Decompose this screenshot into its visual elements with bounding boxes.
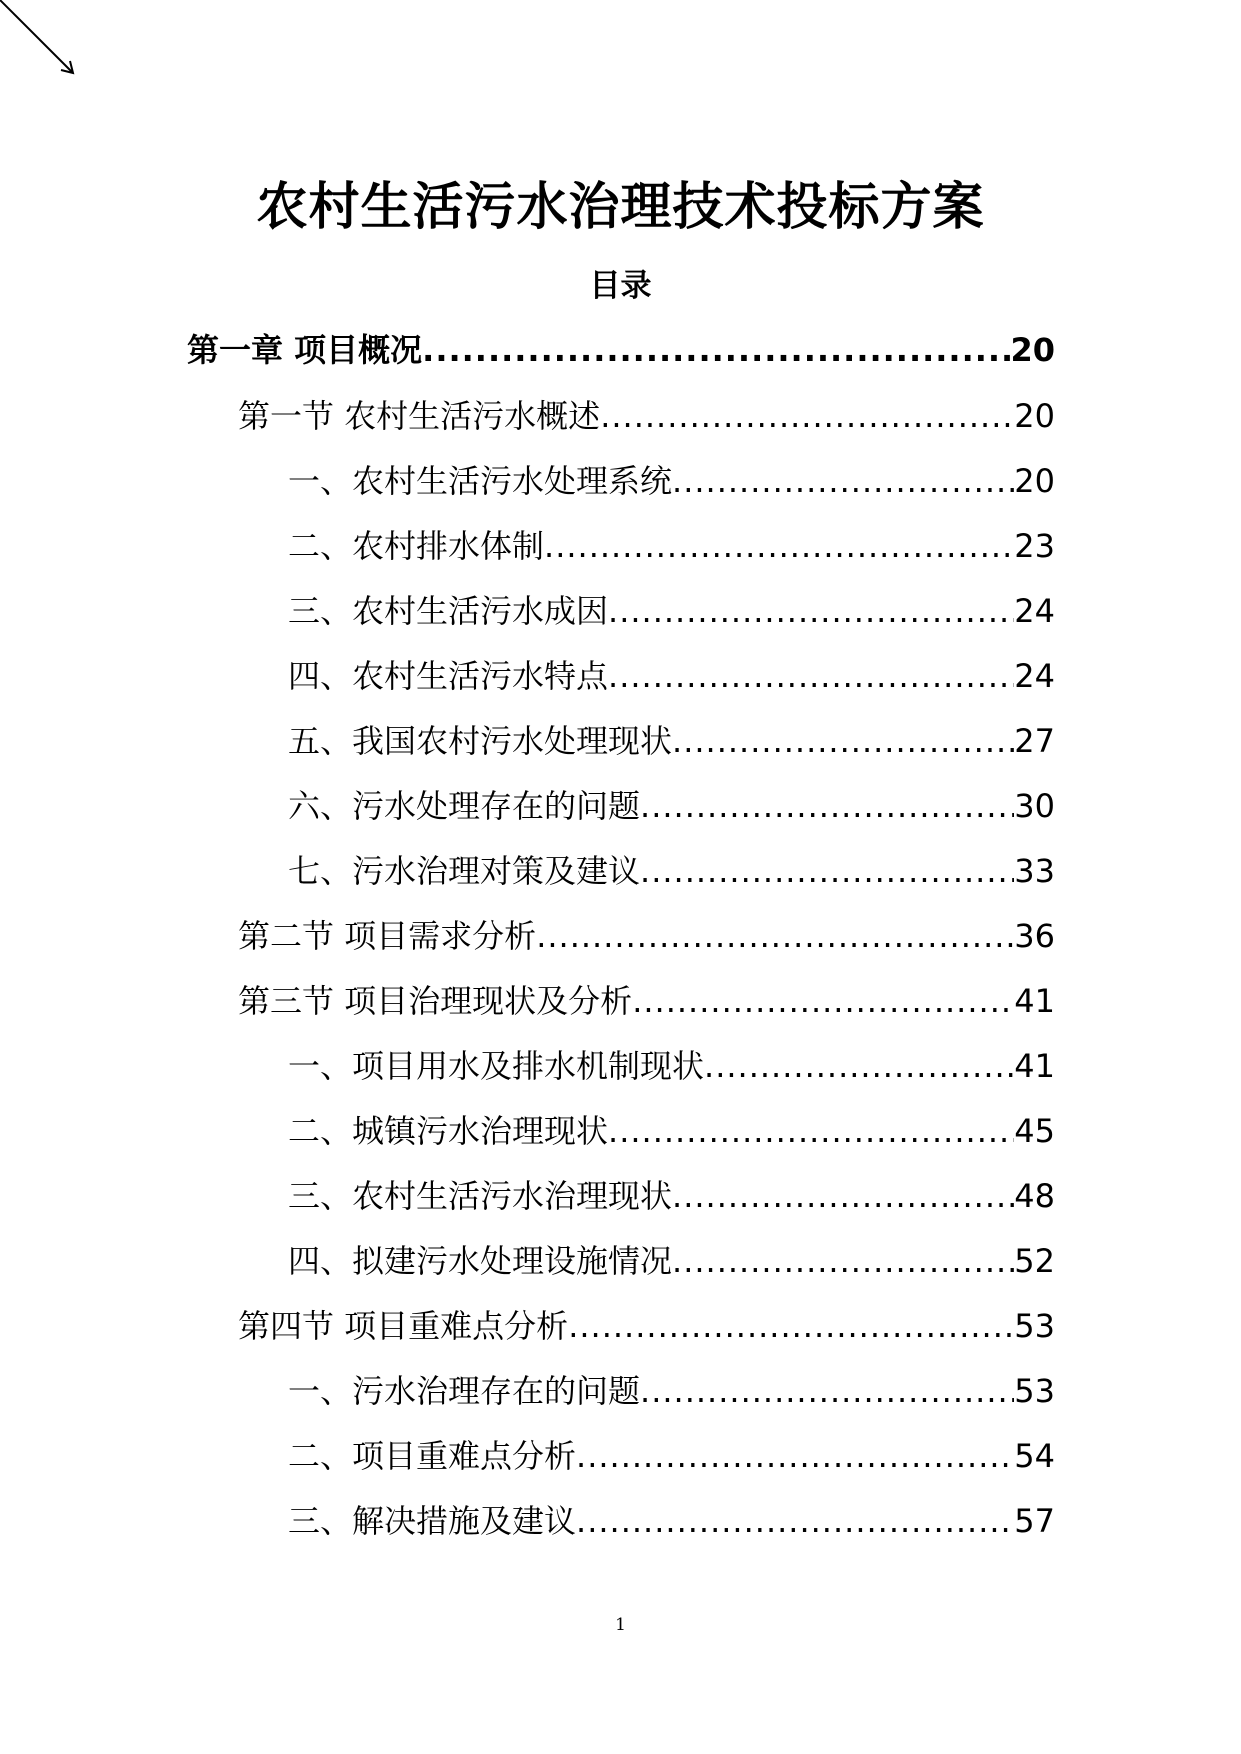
toc-entry-title: 第三节 项目治理现状及分析 [238, 982, 633, 1020]
toc-dot-leader [608, 1109, 1014, 1153]
toc-entry-title: 一、污水治理存在的问题 [288, 1372, 641, 1410]
toc-page-number: 27 [1014, 722, 1055, 760]
toc-dot-leader [576, 1499, 1014, 1543]
toc-dot-leader [704, 1044, 1014, 1088]
toc-entry[interactable] [238, 394, 1055, 438]
toc-dot-leader [672, 459, 1014, 503]
toc-dot-leader [640, 1369, 1014, 1413]
toc-entry[interactable] [288, 1499, 1055, 1543]
toc-page-number: 53 [1014, 1307, 1055, 1345]
toc-entry[interactable] [238, 914, 1055, 958]
toc-page-number: 20 [1014, 397, 1055, 435]
toc-entry[interactable] [288, 1109, 1055, 1153]
toc-page-number: 53 [1014, 1372, 1055, 1410]
toc-entry[interactable] [288, 784, 1055, 828]
toc-page-number: 41 [1014, 982, 1055, 1020]
toc-dot-leader [608, 589, 1014, 633]
toc-entry-title: 二、项目重难点分析 [288, 1437, 577, 1475]
toc-entry-title: 一、农村生活污水处理系统 [288, 462, 673, 500]
toc-entry-title: 一、项目用水及排水机制现状 [288, 1047, 705, 1085]
toc-dot-leader [640, 784, 1014, 828]
toc-page-number: 36 [1014, 917, 1055, 955]
toc-entry-title: 第一节 农村生活污水概述 [238, 397, 601, 435]
toc-page-number: 20 [1010, 331, 1055, 369]
toc-dot-leader [672, 719, 1014, 763]
toc-entry[interactable] [288, 1369, 1055, 1413]
toc-entry[interactable] [288, 524, 1055, 568]
toc-entry[interactable] [238, 1304, 1055, 1348]
toc-dot-leader [544, 524, 1014, 568]
toc-entry[interactable] [288, 1174, 1055, 1218]
toc-dot-leader [672, 1239, 1014, 1283]
toc-entry-title: 第二节 项目需求分析 [238, 917, 537, 955]
toc-entry-title: 五、我国农村污水处理现状 [288, 722, 673, 760]
toc-page-number: 33 [1014, 852, 1055, 890]
toc-dot-leader [632, 979, 1014, 1023]
toc-page-number: 41 [1014, 1047, 1055, 1085]
page-number: 1 [615, 1615, 626, 1635]
toc-page-number: 24 [1014, 592, 1055, 630]
toc-page-number: 24 [1014, 657, 1055, 695]
toc-entry-title: 二、农村排水体制 [288, 527, 545, 565]
toc-entry[interactable] [288, 589, 1055, 633]
toc-entry-title: 三、解决措施及建议 [288, 1502, 577, 1540]
toc-entry-title: 四、拟建污水处理设施情况 [288, 1242, 673, 1280]
toc-page-number: 20 [1014, 462, 1055, 500]
toc-entry-title: 第一章 项目概况 [187, 331, 423, 369]
toc-entry-title: 三、农村生活污水治理现状 [288, 1177, 673, 1215]
toc-dot-leader [600, 394, 1014, 438]
toc-entry[interactable] [288, 1044, 1055, 1088]
toc-dot-leader [536, 914, 1014, 958]
toc-page-number: 30 [1014, 787, 1055, 825]
toc-page-number: 54 [1014, 1437, 1055, 1475]
toc-entry[interactable] [288, 719, 1055, 763]
toc-page-number: 48 [1014, 1177, 1055, 1215]
document-title: 农村生活污水治理技术投标方案 [256, 178, 985, 237]
toc-entry[interactable] [288, 1434, 1055, 1478]
toc-entry[interactable] [187, 328, 1055, 372]
toc-entry-title: 二、城镇污水治理现状 [288, 1112, 609, 1150]
toc-entry[interactable] [288, 654, 1055, 698]
toc-heading: 目录 [589, 268, 652, 304]
toc-entry-title: 七、污水治理对策及建议 [288, 852, 641, 890]
toc-page-number: 52 [1014, 1242, 1055, 1280]
corner-arrow-icon [0, 0, 80, 80]
toc-dot-leader [422, 328, 1010, 372]
toc-entry[interactable] [288, 1239, 1055, 1283]
toc-dot-leader [576, 1434, 1014, 1478]
toc-entry[interactable] [238, 979, 1055, 1023]
toc-page-number: 45 [1014, 1112, 1055, 1150]
toc-entry-title: 六、污水处理存在的问题 [288, 787, 641, 825]
toc-entry[interactable] [288, 459, 1055, 503]
toc-page-number: 23 [1014, 527, 1055, 565]
toc-dot-leader [568, 1304, 1014, 1348]
toc-entry[interactable] [288, 849, 1055, 893]
toc-dot-leader [608, 654, 1014, 698]
toc-dot-leader [672, 1174, 1014, 1218]
toc-entry-title: 第四节 项目重难点分析 [238, 1307, 569, 1345]
toc-entry-title: 四、农村生活污水特点 [288, 657, 609, 695]
toc-dot-leader [640, 849, 1014, 893]
toc-entry-title: 三、农村生活污水成因 [288, 592, 609, 630]
toc-page-number: 57 [1014, 1502, 1055, 1540]
